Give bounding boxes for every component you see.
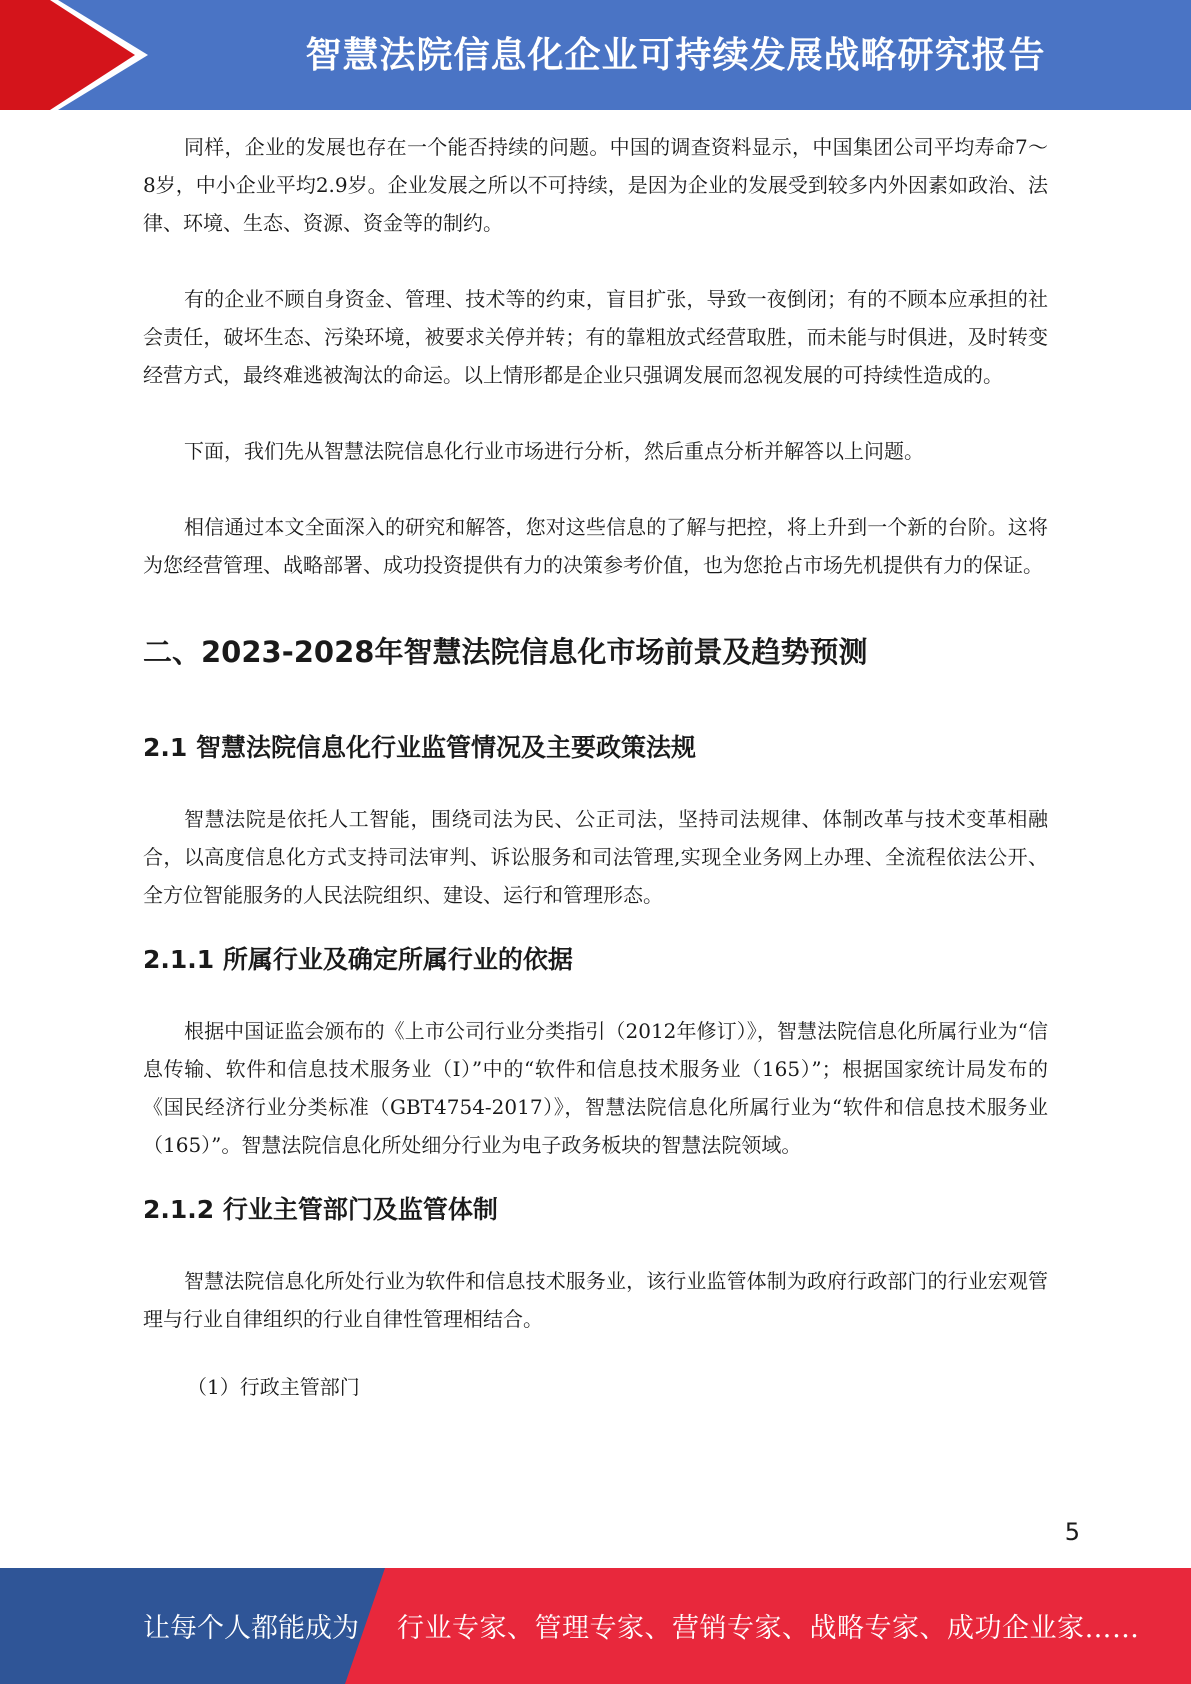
paragraph-1: 同样，企业的发展也存在一个能否持续的问题。中国的调查资料显示，中国集团公司平均寿命7～8岁，中小企业平均2.9岁。企业发展之所以不可持续，是因为企业的发展受到较多内外因素如政治、法律、环境、生态、资源、资金等的制约。 (143, 135, 1048, 235)
section-heading: 二、2023-2028年智慧法院信息化市场前景及趋势预测 (143, 635, 868, 669)
document-body (143, 128, 1048, 1406)
paragraph-5: 智慧法院是依托人工智能，围绕司法为民、公正司法，坚持司法规律、体制改革与技术变革相融合，以高度信息化方式支持司法审判、诉讼服务和司法管理,实现全业务网上办理、全流程依法公开、全方位智能服务的人民法院组织、建设、运行和管理形态。 (143, 807, 1048, 907)
paragraph-3: 下面，我们先从智慧法院信息化行业市场进行分析，然后重点分析并解答以上问题。 (184, 439, 924, 463)
footer-slogan-right: 行业专家、管理专家、营销专家、战略专家、成功企业家…… (397, 1612, 1140, 1644)
paragraph-7: 智慧法院信息化所处行业为软件和信息技术服务业，该行业监管体制为政府行政部门的行业宏观管理与行业自律组织的行业自律性管理相结合。 (143, 1269, 1048, 1331)
page-number: 5 (1064, 1518, 1080, 1546)
footer-slogan-left: 让每个人都能成为 (143, 1612, 359, 1644)
paragraph-4: 相信通过本文全面深入的研究和解答，您对这些信息的了解与把控，将上升到一个新的台阶。这将为您经营管理、战略部署、成功投资提供有力的决策参考价值，也为您抢占市场先机提供有力的保证。 (143, 515, 1048, 577)
paragraph-2: 有的企业不顾自身资金、管理、技术等的约束，盲目扩张，导致一夜倒闭；有的不顾本应承担的社会责任，破坏生态、污染环境，被要求关停并转；有的靠粗放式经营取胜，而未能与时俱进，及时转变经营方式，最终难逃被淘汰的命运。以上情形都是企业只强调发展而忽视发展的可持续性造成的。 (143, 287, 1048, 387)
report-title: 智慧法院信息化企业可持续发展战略研究报告 (305, 34, 1046, 76)
list-item: （1）行政主管部门 (187, 1375, 360, 1399)
subsubsection-heading-2: 2.1.2 行业主管部门及监管体制 (143, 1195, 498, 1224)
subsection-heading: 2.1 智慧法院信息化行业监管情况及主要政策法规 (143, 733, 696, 762)
paragraph-6: 根据中国证监会颁布的《上市公司行业分类指引（2012年修订）》，智慧法院信息化所属行业为“信息传输、软件和信息技术服务业（I）”中的“软件和信息技术服务业（165）”；根据国家统计局发布的《国民经济行业分类标准（GBT4754-2017）》，智慧法院信息化所属行业为“软件和信息技术服务业（165）”。智慧法院信息化所处细分行业为电子政务板块的智慧法院领域。 (143, 1019, 1048, 1157)
subsubsection-heading-1: 2.1.1 所属行业及确定所属行业的依据 (143, 945, 573, 974)
header-arrow-icon (0, 0, 150, 110)
